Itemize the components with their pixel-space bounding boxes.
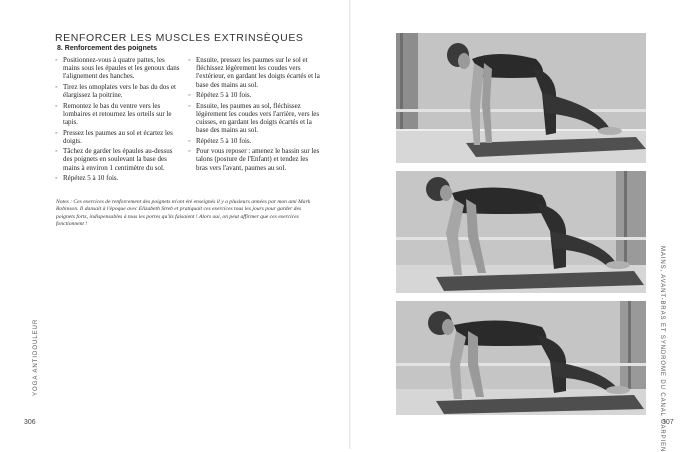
page-number-right: 307 — [662, 419, 674, 426]
bullet-icon: ◦ — [188, 101, 191, 110]
instruction-item: ◦ Remontez le bas du ventre vers les lombaires et retournez les orteils sur le tapis. — [55, 101, 172, 127]
instruction-item: ◦ Répétez 5 à 10 fois. — [55, 174, 119, 183]
instruction-item: ◦ Pour vous reposer : amenez le bassin sur les talons (posture de l'Enfant) et tendez les bras vers l'avant, paumes au sol. — [188, 147, 320, 172]
instructions-right-column — [188, 56, 320, 174]
instruction-item: ◦ Tâchez de garder les épaules au-dessus des poignets en soulevant la base des mains à environ 1 centimètre du sol. — [55, 147, 173, 172]
book-gutter — [349, 0, 351, 449]
photo-elbows-bent-back — [396, 301, 646, 415]
bullet-icon: ◦ — [55, 128, 58, 137]
instruction-item: ◦ Pressez les paumes au sol et écartez les doigts. — [55, 128, 173, 145]
exercise-subtitle: 8. Renforcement des poignets — [57, 45, 157, 52]
instructions-left-column — [55, 56, 183, 185]
page-number-left: 306 — [24, 419, 36, 426]
bullet-icon: ◦ — [188, 136, 191, 145]
bullet-icon: ◦ — [55, 82, 58, 91]
instruction-item: ◦ Ensuite, les paumes au sol, fléchissez légèrement les coudes vers l'arrière, vers les cuisses, en gardant les doigts écartés et la base des mains au sol. — [188, 101, 320, 135]
instruction-item: ◦ Tirez les omoplates vers le bas du dos et élargissez la poitrine. — [55, 82, 176, 100]
running-head-left: YOGA ANTIDOULEUR — [33, 318, 39, 396]
bullet-icon: ◦ — [55, 101, 58, 110]
bullet-icon: ◦ — [188, 91, 191, 100]
instruction-item: ◦ Ensuite, pressez les paumes sur le sol et fléchissez légèrement les coudes vers l'extérieur, en gardant les doigts écartés et la base des mains au sol. — [188, 56, 320, 89]
instruction-item: ◦ Répétez 5 à 10 fois. — [188, 91, 252, 100]
bullet-icon: ◦ — [188, 147, 191, 156]
bullet-icon: ◦ — [55, 147, 58, 156]
section-title: RENFORCER LES MUSCLES EXTRINSÈQUES — [55, 32, 304, 44]
bullet-icon: ◦ — [55, 56, 58, 64]
notes-paragraph: Notes : Ces exercices de renforcement des poignets m'ont été enseignés il y a plusieurs années par mon ami Mark Robinson. Il dansait à l'époque avec Elizabeth Streb et pratiquait ces exercices tous les jours pour garder des poignets forts, indispensables à tous les portes qu'ils faisaient ! Alors oui, on peut affirmer que ces exercices fonctionnent ! — [56, 199, 311, 228]
bullet-icon: ◦ — [55, 174, 58, 183]
bullet-icon: ◦ — [188, 56, 191, 64]
photo-elbows-bent-out — [396, 171, 646, 293]
running-head-right: MAINS, AVANT-BRAS ET SYNDROME DU CANAL CARPIEN — [659, 246, 665, 452]
instruction-item: ◦ Répétez 5 à 10 fois. — [188, 136, 252, 145]
photo-all-fours-neutral — [396, 33, 646, 163]
instruction-item: ◦ Positionnez-vous à quatre pattes, les mains sous les épaules et les genoux dans l'alignement des hanches. — [55, 56, 180, 81]
